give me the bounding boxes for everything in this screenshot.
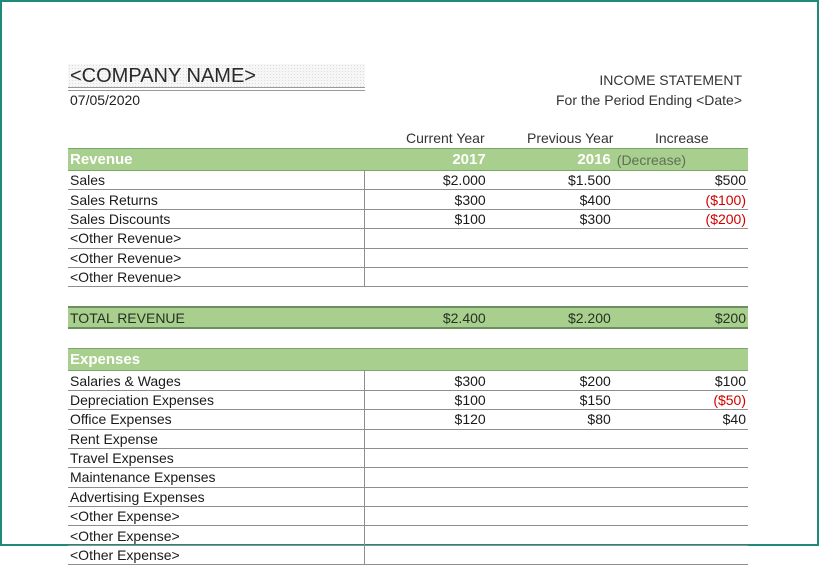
expenses-row-increase[interactable] (613, 507, 748, 526)
column-header-previous: Previous Year (527, 130, 614, 146)
expenses-row-previous[interactable]: $80 (488, 410, 613, 429)
spacer-cell (68, 287, 748, 308)
income-statement-table (68, 148, 748, 565)
expenses-row-label[interactable]: <Other Expense> (68, 526, 365, 545)
expenses-row-previous[interactable] (488, 429, 613, 448)
revenue-section-title: Revenue (68, 149, 365, 171)
spacer-row (68, 328, 748, 349)
revenue-row-current[interactable] (365, 267, 488, 286)
expenses-row-increase[interactable] (613, 468, 748, 487)
revenue-year-previous: 2016 (488, 149, 613, 171)
expenses-row (68, 487, 748, 506)
revenue-row-label[interactable]: <Other Revenue> (68, 267, 365, 286)
expenses-row (68, 545, 748, 564)
revenue-row-current[interactable] (365, 229, 488, 248)
expenses-row-label[interactable]: <Other Expense> (68, 507, 365, 526)
revenue-row (68, 248, 748, 267)
revenue-row-current[interactable]: $300 (365, 190, 488, 209)
revenue-row-increase[interactable]: $500 (613, 171, 748, 190)
revenue-row-label[interactable]: Sales Returns (68, 190, 365, 209)
expenses-row-previous[interactable] (488, 545, 613, 564)
expenses-row-increase[interactable] (613, 526, 748, 545)
expenses-row (68, 390, 748, 409)
revenue-row-previous[interactable] (488, 229, 613, 248)
expenses-row-current[interactable] (365, 487, 488, 506)
expenses-row-increase[interactable]: ($50) (613, 390, 748, 409)
expenses-row-current[interactable]: $300 (365, 371, 488, 390)
expenses-row-label[interactable]: Rent Expense (68, 429, 365, 448)
total-revenue-row (68, 307, 748, 328)
column-header-current: Current Year (406, 130, 485, 146)
expenses-row-current[interactable] (365, 545, 488, 564)
expenses-row-previous[interactable] (488, 448, 613, 467)
revenue-row-label[interactable]: <Other Revenue> (68, 229, 365, 248)
spacer-cell (68, 328, 748, 349)
expenses-row-label[interactable]: Depreciation Expenses (68, 390, 365, 409)
expenses-row (68, 410, 748, 429)
revenue-row-previous[interactable]: $300 (488, 209, 613, 228)
total-revenue-label: TOTAL REVENUE (68, 307, 365, 328)
expenses-row-current[interactable] (365, 507, 488, 526)
expenses-row-current[interactable] (365, 468, 488, 487)
expenses-row-current[interactable] (365, 429, 488, 448)
statement-body (68, 149, 748, 565)
total-revenue-current: $2.400 (365, 307, 488, 328)
revenue-row (68, 209, 748, 228)
revenue-row (68, 229, 748, 248)
expenses-row (68, 526, 748, 545)
expenses-row-label[interactable]: <Other Expense> (68, 545, 365, 564)
expenses-row-increase[interactable] (613, 545, 748, 564)
expenses-row-increase[interactable] (613, 429, 748, 448)
expenses-row-increase[interactable] (613, 448, 748, 467)
expenses-row-label[interactable]: Advertising Expenses (68, 487, 365, 506)
revenue-row-current[interactable] (365, 248, 488, 267)
expenses-row (68, 371, 748, 390)
expenses-row-current[interactable] (365, 448, 488, 467)
expenses-row-current[interactable]: $120 (365, 410, 488, 429)
revenue-row-previous[interactable] (488, 248, 613, 267)
revenue-row (68, 190, 748, 209)
revenue-row-increase[interactable]: ($200) (613, 209, 748, 228)
column-header-decrease: (Decrease) (613, 149, 748, 171)
revenue-row-increase[interactable] (613, 267, 748, 286)
expenses-row-previous[interactable]: $200 (488, 371, 613, 390)
expenses-row (68, 468, 748, 487)
expenses-row-previous[interactable] (488, 526, 613, 545)
expenses-row-increase[interactable] (613, 487, 748, 506)
revenue-row-previous[interactable] (488, 267, 613, 286)
revenue-row-increase[interactable]: ($100) (613, 190, 748, 209)
expenses-row-label[interactable]: Travel Expenses (68, 448, 365, 467)
revenue-row (68, 171, 748, 190)
expenses-row-previous[interactable] (488, 487, 613, 506)
revenue-row-label[interactable]: Sales (68, 171, 365, 190)
revenue-row-increase[interactable] (613, 248, 748, 267)
revenue-row-label[interactable]: <Other Revenue> (68, 248, 365, 267)
revenue-row-label[interactable]: Sales Discounts (68, 209, 365, 228)
company-underline (68, 90, 365, 91)
statement-title: INCOME STATEMENT (599, 72, 742, 88)
total-revenue-increase: $200 (613, 307, 748, 328)
revenue-row-previous[interactable]: $400 (488, 190, 613, 209)
revenue-row-increase[interactable] (613, 229, 748, 248)
expenses-row (68, 429, 748, 448)
expenses-row-current[interactable]: $100 (365, 390, 488, 409)
expenses-row-previous[interactable]: $150 (488, 390, 613, 409)
expenses-row-label[interactable]: Maintenance Expenses (68, 468, 365, 487)
revenue-year-current: 2017 (365, 149, 488, 171)
expenses-row-label[interactable]: Salaries & Wages (68, 371, 365, 390)
expenses-row-increase[interactable]: $40 (613, 410, 748, 429)
revenue-row-current[interactable]: $100 (365, 209, 488, 228)
expenses-section-title: Expenses (68, 349, 748, 371)
expenses-row-previous[interactable] (488, 468, 613, 487)
column-header-increase: Increase (655, 130, 709, 146)
expenses-row-current[interactable] (365, 526, 488, 545)
statement-date[interactable]: 07/05/2020 (70, 92, 141, 108)
total-revenue-previous: $2.200 (488, 307, 613, 328)
company-name[interactable]: <COMPANY NAME> (68, 64, 365, 88)
expenses-section-header (68, 349, 748, 371)
spacer-row (68, 287, 748, 308)
expenses-row-label[interactable]: Office Expenses (68, 410, 365, 429)
revenue-section-header (68, 149, 748, 171)
expenses-row (68, 507, 748, 526)
expenses-row-previous[interactable] (488, 507, 613, 526)
statement-period[interactable]: For the Period Ending <Date> (555, 92, 742, 108)
revenue-row (68, 267, 748, 286)
revenue-row-previous[interactable]: $1.500 (488, 171, 613, 190)
revenue-row-current[interactable]: $2.000 (365, 171, 488, 190)
expenses-row-increase[interactable]: $100 (613, 371, 748, 390)
expenses-row (68, 448, 748, 467)
